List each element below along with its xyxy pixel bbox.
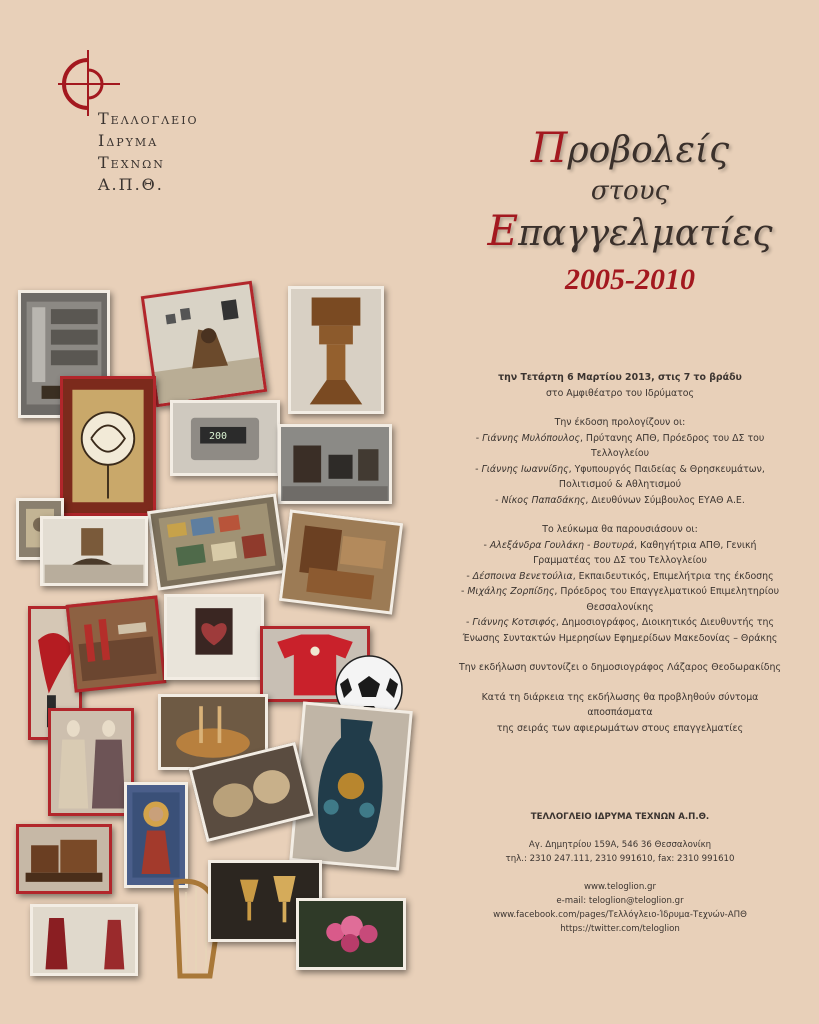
heart-art-icon	[167, 597, 261, 677]
photo-books	[279, 509, 403, 614]
title-line-1	[460, 125, 800, 174]
photo-cameras	[278, 424, 392, 504]
presenter: - Μιχάλης Ζορπίδης, Πρόεδρος του Επαγγελματικού Επιμελητηρίου Θεσσαλονίκης	[460, 586, 780, 613]
footer-org: ΤΕΛΛΟΓΛΕΙΟ ΙΔΡΥΜΑ ΤΕΧΝΩΝ Α.Π.Θ.	[530, 812, 710, 822]
footer-address: Αγ. Δημητρίου 159Α, 546 36 Θεσσαλονίκη	[528, 840, 712, 850]
poster-title	[460, 125, 800, 297]
presenter-role: , Εκπαιδευτικός, Επιμελήτρια της έκδοσης	[572, 570, 774, 582]
presenter: - Γιάννης Κοτσιφός, Δημοσιογράφος, Διοικητικός Διευθυντής της Ένωσης Συντακτών Ημερησίων Εφημερίδων Μακεδονίας – Θράκης	[462, 617, 778, 644]
org-name-line-3: Τεχνων	[98, 153, 165, 172]
presenter: - Αλεξάνδρα Γουλάκη - Βουτυρά, Καθηγήτρια ΑΠΘ, Γενική Γραμματέας του ΔΣ του Τελλογλείου	[483, 539, 757, 566]
photo-room-interior	[40, 516, 148, 586]
contact-footer	[455, 810, 785, 936]
intro-speaker: - Γιάννης Μυλόπουλος, Πρύτανης ΑΠΘ, Πρόεδρος του ΔΣ του Τελλογλείου	[475, 432, 765, 459]
vase-icon	[292, 705, 409, 867]
title-initial-p: Π	[530, 123, 568, 172]
event-venue: στο Αμφιθέατρο του Ιδρύματος	[545, 387, 695, 399]
footer-email[interactable]: e-mail: teloglion@teloglion.gr	[556, 896, 684, 906]
stained-glass-icon	[63, 379, 153, 513]
photo-workshop	[66, 595, 167, 692]
photo-wood-carving	[288, 286, 384, 414]
photo-collage	[0, 270, 450, 1010]
presenter-role: , Πρόεδρος του Επαγγελματικού Επιμελητηρίου Θεσσαλονίκης	[554, 586, 780, 613]
photo-mannequins	[48, 708, 134, 816]
presenter-role: , Καθηγήτρια ΑΠΘ, Γενική Γραμματέας του ΔΣ του Τελλογλείου	[533, 539, 757, 566]
presenter: - Δέσποινα Βενετούλια, Εκπαιδευτικός, Επιμελήτρια της έκδοσης	[466, 570, 774, 582]
presenter-name: Δέσποινα Βενετούλια	[472, 570, 573, 582]
screening-line-1: Κατά τη διάρκεια της εκδήλωσης θα προβληθούν σύντομα αποσπάσματα	[481, 691, 759, 718]
photo-flowers	[296, 898, 406, 970]
intro-speaker: - Νίκος Παπαδάκης, Διευθύνων Σύμβουλος ΕΥΑΘ Α.Ε.	[495, 494, 745, 506]
presenters-heading: Το λεύκωμα θα παρουσιάσουν οι:	[542, 524, 698, 535]
speaker-role: , Διευθύνων Σύμβουλος ΕΥΑΘ Α.Ε.	[585, 494, 745, 506]
photo-gallery-sculpture	[141, 281, 267, 407]
speaker-role: , Πρύτανης ΑΠΘ, Πρόεδρος του ΔΣ του Τελλογλείου	[579, 432, 765, 459]
photo-mosaic	[147, 493, 287, 590]
event-details	[455, 370, 785, 736]
wood-carving-icon	[291, 289, 381, 411]
title-line-2: στους	[590, 176, 670, 206]
photo-machine	[16, 824, 112, 894]
photo-costumes	[30, 904, 138, 976]
intro-speaker: - Γιάννης Ιωαννίδης, Υφυπουργός Παιδείας & Θρησκευμάτων, Πολιτισμού & Αθλητισμού	[475, 463, 765, 490]
sculpture-icon	[144, 284, 264, 404]
speaker-role: , Υφυπουργός Παιδείας & Θρησκευμάτων, Πολιτισμού & Αθλητισμού	[558, 463, 765, 490]
speaker-name: Γιάννης Ιωαννίδης	[481, 463, 569, 475]
room-icon	[43, 519, 145, 583]
machine-icon	[19, 827, 109, 891]
title-years: 2005-2010	[565, 263, 695, 296]
event-date: την Τετάρτη 6 Μαρτίου 2013, στις 7 το βράδυ	[498, 372, 742, 383]
footer-facebook[interactable]: www.facebook.com/pages/Τελλόγλειο-Ίδρυμα-Τεχνών-ΑΠΘ	[493, 910, 747, 920]
org-name-line-2: Ιδρυμα	[98, 131, 159, 150]
organization-name	[98, 108, 199, 196]
coordinator: Την εκδήλωση συντονίζει ο δημοσιογράφος Λάζαρος Θεοδωρακίδης	[459, 662, 781, 673]
footer-phones: τηλ.: 2310 247.111, 2310 991610, fax: 2310 991610	[505, 854, 735, 864]
radio-display: 200	[209, 431, 228, 442]
footer-website[interactable]: www.teloglion.gr	[584, 882, 656, 892]
org-name-line-4: Α.Π.Θ.	[98, 175, 164, 194]
mosaic-icon	[150, 497, 283, 588]
camera-icon	[281, 427, 389, 501]
intro-heading: Την έκδοση προλογίζουν οι:	[554, 417, 686, 428]
presenter-name: Μιχάλης Ζορπίδης	[467, 586, 555, 597]
title-word-1: ροβολείς	[567, 130, 730, 171]
speaker-name: Γιάννης Μυλόπουλος	[482, 432, 580, 444]
presenter-role: , Δημοσιογράφος, Διοικητικός Διευθυντής της Ένωσης Συντακτών Ημερησίων Εφημερίδων Μακεδονίας – Θράκης	[462, 617, 778, 644]
presenter-name: Γιάννης Κοτσιφός	[472, 617, 556, 628]
org-name-line-1: Τελλογλειο	[98, 109, 199, 128]
tools-icon	[69, 599, 163, 690]
photo-vase	[289, 702, 413, 871]
title-line-3	[460, 208, 800, 257]
speaker-name: Νίκος Παπαδάκης	[501, 494, 586, 506]
photo-radio	[170, 400, 280, 476]
book-icon	[282, 513, 400, 612]
mannequin-icon	[51, 711, 131, 813]
flower-icon	[299, 901, 403, 967]
title-initial-e: Ε	[487, 206, 519, 255]
screening-line-2: της σειράς των αφιερωμάτων στους επαγγελματίες	[496, 722, 744, 734]
presenter-name: Αλεξάνδρα Γουλάκη - Βουτυρά	[489, 539, 635, 551]
photo-heart-art	[164, 594, 264, 680]
photo-stained-glass	[60, 376, 156, 516]
footer-twitter[interactable]: https://twitter.com/teloglion	[560, 924, 680, 934]
saint-icon	[127, 785, 185, 885]
title-word-3: παγγελματίες	[518, 213, 773, 254]
costume-icon	[33, 907, 135, 973]
